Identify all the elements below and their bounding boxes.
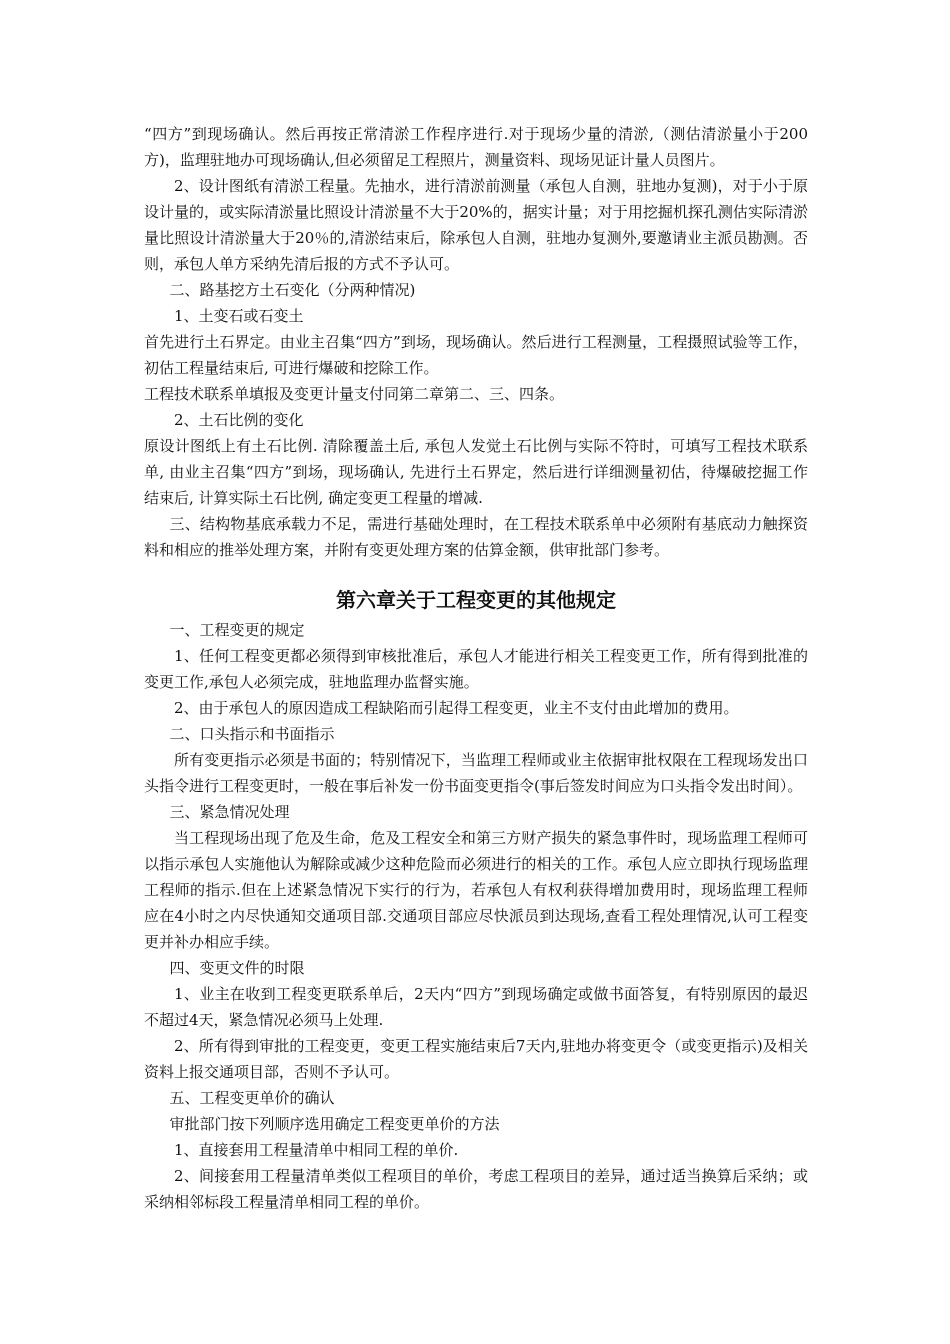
- paragraph: 四、变更文件的时限: [169, 959, 305, 977]
- paragraph: 1、直接套用工程量清单中相同工程的单价.: [174, 1141, 459, 1159]
- section-bottom: [144, 617, 808, 1215]
- paragraph: 二、路基挖方土石变化（分两种情况): [169, 281, 416, 299]
- paragraph: 工程技术联系单填报及变更计量支付同第二章第二、三、四条。: [144, 385, 565, 403]
- paragraph: 三、结构物基底承载力不足，需进行基础处理时，在工程技术联系单中必须附有基底动力触探资料和相应的推举处理方案，并附有变更处理方案的估算金额，供审批部门参考。: [144, 515, 808, 559]
- paragraph: 当工程现场出现了危及生命，危及工程安全和第三方财产损失的紧急事件时，现场监理工程师可以指示承包人实施他认为解除或减少这种危险而必须进行的相关的工作。承包人应立即执行现场监理工程师的指示.但在上述紧急情况下实行的行为，若承包人有权利获得增加费用时，现场监理工程师应在4小时之内尽快通知交通项目部.交通项目部应尽快派员到达现场,查看工程处理情况,认可工程变更并补办相应手续。: [144, 829, 808, 951]
- paragraph: 审批部门按下列顺序选用确定工程变更单价的方法: [169, 1115, 500, 1133]
- paragraph: 2、间接套用工程量清单类似工程项目的单价，考虑工程项目的差异，通过适当换算后采纳；或采纳相邻标段工程量清单相同工程的单价。: [144, 1167, 808, 1211]
- paragraph: 2、由于承包人的原因造成工程缺陷而引起得工程变更，业主不支付由此增加的费用。: [174, 699, 739, 717]
- paragraph: 2、土石比例的变化: [174, 411, 304, 429]
- paragraph: 所有变更指示必须是书面的；特别情况下，当监理工程师或业主依据审批权限在工程现场发出口头指令进行工程变更时，一般在事后补发一份书面变更指令(事后签发时间应为口头指令发出时间）。: [144, 751, 808, 795]
- chapter-title: 第六章关于工程变更的其他规定: [336, 588, 616, 612]
- paragraph: 1、业主在收到工程变更联系单后，2天内“四方”到现场确定或做书面答复，有特别原因的最迟不超过4天，紧急情况必须马上处理.: [144, 985, 808, 1029]
- paragraph: 1、任何工程变更都必须得到审核批准后，承包人才能进行相关工程变更工作，所有得到批准的变更工作,承包人必须完成，驻地监理办监督实施。: [144, 647, 808, 691]
- paragraph: 原设计图纸上有土石比例. 清除覆盖土后, 承包人发觉土石比例与实际不符时，可填写工程技术联系单, 由业主召集“四方”到场，现场确认, 先进行土石界定，然后进行详细测量初估，待爆破挖掘工作结束后, 计算实际土石比例, 确定变更工程量的增减.: [144, 437, 808, 507]
- paragraph: 首先进行土石界定。由业主召集“四方”到场，现场确认。然后进行工程测量，工程摄照试验等工作，初估工程量结束后, 可进行爆破和挖除工作。: [144, 333, 808, 377]
- paragraph: 五、工程变更单价的确认: [169, 1089, 335, 1107]
- section-gap: [144, 563, 808, 577]
- paragraph: 一、工程变更的规定: [169, 621, 305, 639]
- paragraph: 2、所有得到审批的工程变更，变更工程实施结束后7天内,驻地办将变更令（或变更指示)及相关资料上报交通项目部，否则不予认可。: [144, 1037, 808, 1081]
- paragraph: 二、口头指示和书面指示: [169, 725, 335, 743]
- paragraph: “四方”到现场确认。然后再按正常清淤工作程序进行.对于现场少量的清淤,（测估清淤量小于200方)，监理驻地办可现场确认,但必须留足工程照片，测量资料、现场见证计量人员图片。: [144, 125, 808, 169]
- document-body: [144, 121, 808, 1215]
- paragraph: 2、设计图纸有清淤工程量。先抽水，进行清淤前测量（承包人自测，驻地办复测)，对于小于原设计量的，或实际清淤量比照设计清淤量不大于20%的，据实计量；对于用挖掘机探孔测估实际清淤量比照设计清淤量大于20％的,清淤结束后，除承包人自测，驻地办复测外,要邀请业主派员勘测。否则，承包人单方采纳先清后报的方式不予认可。: [144, 177, 808, 273]
- paragraph: 1、土变石或石变土: [174, 307, 304, 325]
- section-top: [144, 121, 808, 563]
- paragraph: 三、紧急情况处理: [169, 803, 290, 821]
